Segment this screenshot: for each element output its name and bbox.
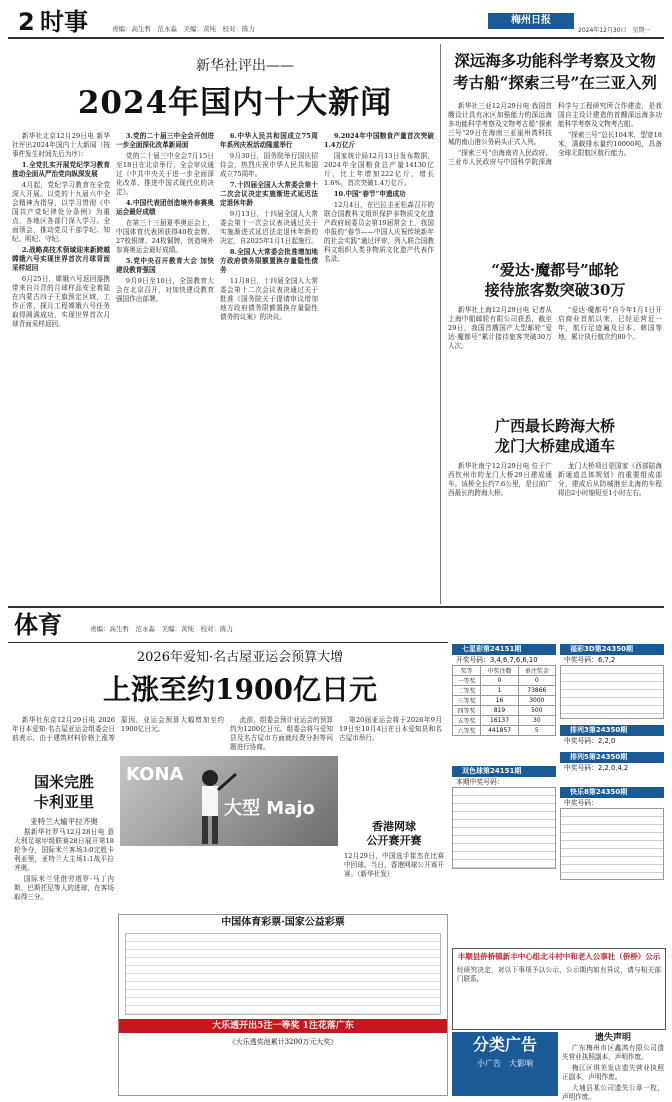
notice-heading: 遗失声明 [594, 1033, 631, 1043]
paper-logo [488, 13, 574, 29]
right-story2-title [446, 260, 664, 300]
lead-para-0: 新华社北京12月29日电 新华社评出2024年国内十大新闻（按事件发生时间先后为序）： [12, 132, 110, 158]
kl8-label: 中奖号码： [564, 799, 598, 807]
table-row [453, 726, 556, 736]
banner-title: 中国体育彩票·国家公益彩票 [221, 917, 345, 928]
sports-kicker: 2026年爱知·名古屋亚运会预算大增 [136, 650, 344, 665]
page-number: 2 [18, 8, 35, 36]
photo-sign-kona: KONA [126, 764, 184, 785]
lead-para-8: 在第三十三届夏季奥运会上，中国体育代表团获得40枚金牌、27枚银牌、24枚铜牌，创造境外参赛奥运会最好成绩。 [116, 219, 214, 254]
p3-label: 中奖号码： [564, 737, 598, 745]
right-story2-title-line2: 接待旅客数突破30万 [484, 281, 626, 299]
right-story1-title-line2: 考古船“探索三号”在三亚入列 [453, 73, 657, 92]
lead-para-18: 国家统计局12月13日发布数据，2024年全国粮食总产量14130亿斤，比上年增加222亿斤，增长1.6%，首次突破1.4万亿斤。 [324, 152, 434, 187]
fucai-table-stub [560, 665, 664, 719]
qixing-block [452, 644, 556, 869]
right-story1-title [446, 50, 664, 94]
header-divider [8, 37, 664, 39]
football-title [14, 772, 114, 812]
lead-para-2: 4月起，党纪学习教育在全党深入开展。以党的十九届六中全会精神为指导，以学习贯彻《中国共产党纪律处分条例》为重点，各地区各部门深入学习、全面领会，推动党员干部学纪、知纪、明纪、守纪。 [12, 181, 110, 243]
table-row [453, 676, 556, 686]
football-para-1: 国际米兰凭借劳塔罗·马丁内斯、巴斯托尼等人的进球，在客场取得三分。 [14, 875, 114, 901]
lead-para-1: 1.全党扎实开展党纪学习教育 推动全面从严治党向纵深发展 [12, 161, 110, 178]
table-cell: 819 [481, 706, 518, 716]
football-body [14, 828, 114, 1098]
sports-divider [8, 606, 664, 608]
notice-title: 丰顺县侨桥镇新丰中心组北斗村中和老人公事社（侨桥）公示 [457, 952, 661, 961]
lead-para-11: 6.中华人民共和国成立75周年系列庆祝活动隆重举行 [220, 132, 318, 149]
sports-para-2: 第20届亚运会将于2026年9月19日至10月4日在日本爱知县和名古屋市举行。 [339, 716, 442, 742]
lead-para-9: 5.党中央召开教育大会 加快建设教育强国 [116, 257, 214, 274]
table-cell: 0 [518, 676, 555, 686]
public-notice [452, 948, 666, 1030]
notice-body: 经研究决定，对以下事项予以公示，公示期内如有异议，请与相关部门联系。 [457, 966, 661, 983]
table-cell: 0 [481, 676, 518, 686]
right-story2-body [448, 306, 662, 410]
rs2-para-0: 新华社上海12月29日电 记者从上海中船邮轮有限公司获悉，截至29日，我国首艘国产大型邮轮“爱达·魔都号”累计接待旅客突破30万人次。 [448, 306, 552, 350]
p3-header: 排列3第24350期 [560, 725, 664, 736]
lead-para-16: 11月8日，十四届全国人大常委会第十二次会议表决通过关于批准《国务院关于提请审议增加地方政府债务限额置换存量隐性债务的议案》的决议。 [220, 277, 318, 321]
tennis-player-figure [180, 766, 240, 846]
photo-sign-major: 大型 Majo [224, 798, 315, 819]
table-cell: 一等奖 [453, 676, 481, 686]
issue-date: 2024年12月30日 星期一 [578, 27, 651, 34]
table-cell: 五等奖 [453, 716, 481, 726]
banner-footer: 《大乐透奖池累计3200万元大奖》 [228, 1038, 338, 1046]
table-cell: 30 [518, 716, 555, 726]
fucai-numbers: 6,7,2 [597, 656, 616, 664]
lottery-banner [118, 914, 448, 1096]
hk-title-line1: 香港网球 [372, 820, 416, 833]
qixing-numbers: 3,4,6,7,6,6,10 [489, 656, 538, 664]
table-cell: 六等奖 [453, 726, 481, 736]
classified-title: 分类广告 [472, 1035, 537, 1054]
kl8-table-stub [560, 808, 664, 880]
table-row [453, 706, 556, 716]
table-row [453, 716, 556, 726]
right-story3-title-line1: 广西最长跨海大桥 [494, 417, 615, 435]
lead-para-12: 9月30日，国务院举行国庆招待会，热烈庆祝中华人民共和国成立75周年。 [220, 152, 318, 178]
p5-numbers: 2,2,0,4,2 [597, 764, 629, 772]
lead-para-4: 6月25日，嫦娥六号返回器携带来自月背的月球样品安全着陆在内蒙古四子王旗预定区域，工作正常，探月工程嫦娥六号任务取得圆满成功，实现世界首次月球背面采样返回。 [12, 275, 110, 328]
rs3-para-1: 龙门大桥项目是国家《西部陆海新通道总体规划》的重要组成部分，建成后从防城港至北海的车程将由2小时缩短至1小时左右。 [558, 462, 662, 497]
right-story3-title [446, 416, 664, 456]
banner-table-stub [125, 933, 441, 1015]
notice-item: 大埔县某公司遗失公章一枚，声明作废。 [562, 1084, 664, 1101]
fucai-label: 中奖号码： [564, 656, 598, 664]
lead-para-13: 7.十四届全国人大常委会第十二次会议决定实施渐进式延迟法定退休年龄 [220, 181, 318, 207]
tennis-photo [120, 756, 338, 846]
table-cell: 73866 [518, 686, 555, 696]
right-story1-body [448, 102, 662, 252]
lead-body-col4 [324, 132, 434, 602]
notice-item: 梅江区琪美发店遗失营业执照正副本，声明作废。 [562, 1064, 664, 1081]
lead-para-17: 9.2024年中国粮食产量首次突破1.4万亿斤 [324, 132, 434, 149]
notice-item: 广东梅州市区鑫鸿有限公司遗失营业执照副本，声明作废。 [562, 1044, 664, 1061]
table-header-cell: 单注奖金 [518, 666, 555, 676]
right-story1-title-line1: 深远海多功能科学考察及文物 [454, 51, 656, 70]
table-cell: 四等奖 [453, 706, 481, 716]
table-cell: 441857 [481, 726, 518, 736]
lead-para-5: 3.党的二十届三中全会开创进一步全面深化改革新局面 [116, 132, 214, 149]
sports-section-title: 体育 [14, 611, 62, 639]
lead-body-col1 [12, 132, 110, 602]
lead-para-15: 8.全国人大常委会批准增加地方政府债务限额置换存量隐性债务 [220, 248, 318, 274]
rs1-para-2: “探索三号”总长104米，型宽18米，满载排水量约10000吨，具备全球无限航区航行能力。 [558, 131, 662, 157]
p5-header: 排列5第24350期 [560, 752, 664, 763]
table-row [453, 686, 556, 696]
rs3-para-0: 新华社南宁12月29日电 位于广西钦州市的龙门大桥29日建成通车。该桥全长约7.6公里，是目前广西最长的跨海大桥。 [448, 462, 552, 497]
rs1-para-0: 新华社三亚12月29日电 我国首艘设计具有冰区加强能力的深远海多功能科学考察及文物考古船“探索三号”29日在海南三亚崖州湾科技城的南山港公务码头正式入列。 [448, 102, 552, 146]
page-header [8, 8, 664, 36]
lead-body-col2 [116, 132, 214, 602]
lead-para-10: 9月9日至10日，全国教育大会在北京召开，对加快建设教育强国作出部署。 [116, 277, 214, 303]
football-subtitle: 亚特兰大输平拉齐奥 [30, 817, 98, 826]
classified-banner [452, 1032, 558, 1096]
classified-notices [562, 1032, 664, 1101]
table-cell: 1 [481, 686, 518, 696]
table-cell: 16137 [481, 716, 518, 726]
fucai-block [560, 644, 664, 880]
sports-staff: 责编：高生哲 范永淼 美编：黄纯 校对：陈力 [90, 625, 233, 633]
lead-para-14: 9月13日，十四届全国人大常委会第十一次会议表决通过关于实施渐进式延迟法定退休年龄的决定，自2025年1月1日起施行。 [220, 210, 318, 245]
table-header-cell: 中奖注数 [481, 666, 518, 676]
staff-credits: 责编：高生哲 范永淼 美编：黄纯 校对：陈力 [112, 25, 255, 33]
table-header-cell: 奖等 [453, 666, 481, 676]
lead-para-7: 4.中国代表团创造境外参赛奥运会最好成绩 [116, 199, 214, 216]
lead-title: 2024年国内十大新闻 [77, 85, 393, 121]
table-cell: 3000 [518, 696, 555, 706]
qixing-header: 七星彩第24151期 [452, 644, 556, 655]
hk-title [344, 820, 444, 848]
table-cell: 5 [518, 726, 555, 736]
football-para-0: 据新华社罗马12月28日电 意大利足球甲级联赛28日展开第18轮争夺，国际米兰客场3:0完胜卡利亚里，亚特兰大主场1:1战平拉齐奥。 [14, 828, 114, 872]
kl8-header: 快乐8第24350期 [560, 787, 664, 798]
fucai-header: 福彩3D第24350期 [560, 644, 664, 655]
p3-numbers-line [560, 736, 664, 746]
right-story2-title-line1: “爱达·魔都号”邮轮 [491, 261, 619, 279]
fucai-numbers-line [560, 655, 664, 665]
p5-numbers-line [560, 763, 664, 773]
ssq-table-stub [452, 787, 556, 869]
table-cell: 三等奖 [453, 696, 481, 706]
qixing-table [452, 665, 556, 736]
right-story3-body [448, 462, 662, 602]
lottery-panel [452, 644, 664, 944]
lead-para-3: 2.战略高技术领域迎来新跨越 嫦娥六号实现世界首次月球背面采样返回 [12, 246, 110, 272]
qixing-label: 开奖号码： [456, 656, 490, 664]
p5-label: 中奖号码： [564, 764, 598, 772]
table-cell: 二等奖 [453, 686, 481, 696]
right-story3-title-line2: 龙门大桥建成通车 [494, 437, 615, 455]
classified-subtitle: 小广告 大影响 [477, 1059, 533, 1068]
classified-ads [452, 1032, 664, 1101]
rs1-para-1: “探索三号”由海南省人民政府、三亚市人民政府与中国科学院深海科学与工程研究所合作建造，是我国自主设计建造的首艘深远海多功能科学考察及文物考古船。 [448, 102, 662, 166]
table-row [453, 666, 556, 676]
ssq-header: 双色球第24151期 [452, 766, 556, 777]
sports-body [12, 716, 442, 752]
football-title-line2: 卡利亚里 [33, 793, 94, 811]
rs2-para-1: “爱达·魔都号”自今年1月1日开启商业首航以来，已经运营近一年，航行足迹遍及日本、韩国等地，累计执行航次约80个。 [558, 306, 662, 341]
p3-numbers: 2,2,0 [597, 737, 616, 745]
column-divider [440, 44, 441, 604]
table-cell: 16 [481, 696, 518, 706]
banner-subtitle: 大乐透开出5注一等奖 1注花落广东 [119, 1019, 447, 1033]
sports-para-0: 新华社东京12月29日电 2026年日本爱知·名古屋亚运会组委会日前表示，由于建筑材料价格上涨等原因，亚运会预算大幅增加至约1900亿日元。 [12, 716, 224, 742]
sports-para-1: 此前，组委会预计亚运会的预算约为1200亿日元。组委会将与爱知县及名古屋市方面就经费分担等问题进行协商。 [230, 716, 333, 751]
lead-para-20: 12月4日，在巴拉圭亚松森召开的联合国教科文组织保护非物质文化遗产政府间委员会第19届常会上，我国申报的“春节——中国人庆祝传统新年的社会实践”通过评审，列入联合国教科文组织人类非物质文化遗产代表作名录。 [324, 201, 434, 263]
table-row [453, 696, 556, 706]
sports-title: 上涨至约1900亿日元 [103, 673, 377, 706]
football-title-line1: 国米完胜 [33, 773, 94, 791]
qixing-numbers-line [452, 655, 556, 665]
ssq-label: 本期中奖号码： [456, 778, 504, 786]
lead-kicker: 新华社评出—— [196, 58, 294, 74]
lead-body-col3 [220, 132, 318, 602]
lead-para-19: 10.中国“春节”申遗成功 [333, 190, 406, 198]
hk-caption: 12月29日，中国选手崔杰在比赛中回球。当日，香港网球公开赛开赛。（新华社发） [344, 852, 444, 878]
sports-underline [8, 642, 448, 643]
hk-title-line2: 公开赛开赛 [366, 834, 422, 847]
lead-para-6: 党的二十届三中全会7月15日至18日在北京举行，全会审议通过《中共中央关于进一步全面深化改革、推进中国式现代化的决定》。 [116, 152, 214, 196]
table-cell: 500 [518, 706, 555, 716]
paper-name: 梅州日报 [511, 15, 551, 26]
section-title: 时事 [40, 8, 88, 36]
